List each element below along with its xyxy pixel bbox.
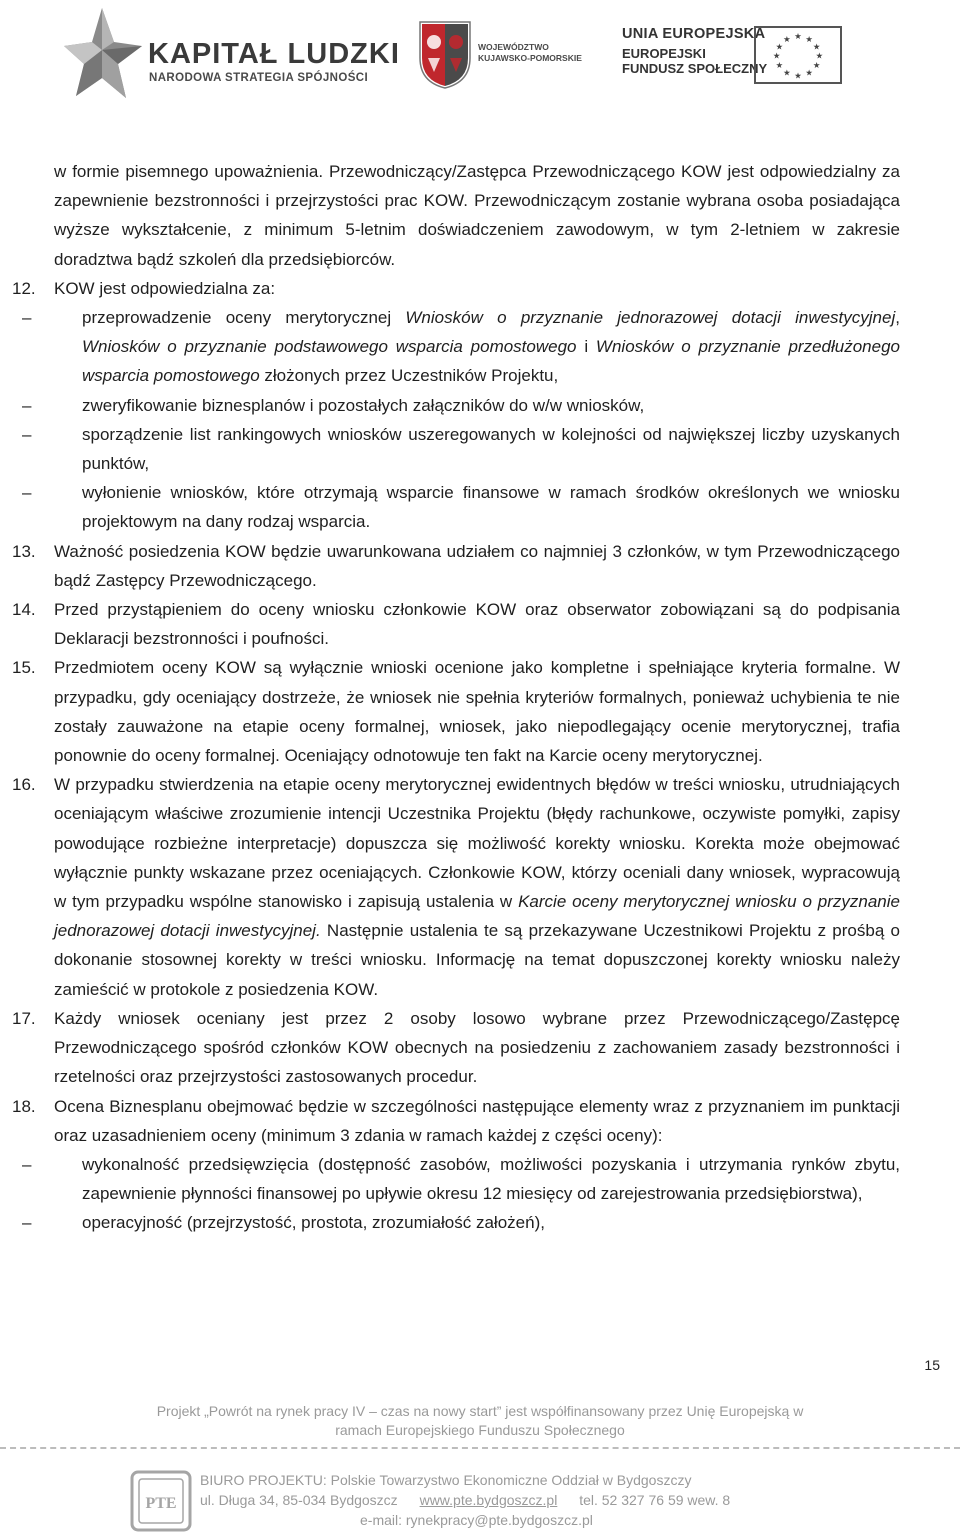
office-address: ul. Długa 34, 85-034 Bydgoszcz	[200, 1492, 398, 1508]
page-header	[0, 0, 960, 110]
kapital-ludzki-star-icon	[62, 6, 144, 101]
bullet-text: zweryfikowanie biznesplanów i pozostałych załączników do w/w wniosków,	[82, 395, 645, 415]
svg-text:★: ★	[812, 60, 821, 71]
wojewodztwo-logo	[416, 18, 586, 90]
kapital-ludzki-logo	[62, 6, 400, 101]
bullet-text: wyłonienie wniosków, które otrzymają wsparcie finansowe w ramach środków określonych we wniosku projektowym na dany rodzaj wsparcia.	[82, 483, 900, 532]
unia-europejska-logo	[622, 26, 922, 86]
item-text: W przypadku stwierdzenia na etapie oceny merytorycznej ewidentnych błędów w treści wniosku, utrudniających oceniającym właściwe zrozumienie intencji Uczestnika Projektu (błędy rachunkowe, oczywiste pomyłki, zapisy powodujące rozbieżne interpretacje) dopuszcza się możliwość korekty wniosku. Korekta może obejmować wyłącznie punkty wskazane przez oceniających. Członkowie KOW, którzy oceniali dany wniosek, wypracowują w tym przypadku wspólne stanowisko i zapisują ustalenia w Karcie oceny merytorycznej wniosku o przyznanie jednorazowej dotacji inwestycyjnej. Następnie ustalenia te są przekazywane Uczestnikowi Projektu z prośbą o dokonanie stosownej korekty w treści wniosku. Informację na temat dopuszczonej korekty wniosku należy zamieścić w protokole z posiedzenia KOW.	[54, 775, 900, 999]
bullet-text: wykonalność przedsięwzięcia (dostępność zasobów, możliwości pozyskania i utrzymania rynków zbytu, zapewnienie płynności finansowej po upływie okresu 12 miesięcy od zarejestrowania przedsiębiorstwa),	[82, 1154, 900, 1204]
bullet-item	[22, 303, 901, 391]
pte-logo-icon	[130, 1470, 192, 1532]
svg-text:★: ★	[805, 67, 813, 78]
bullet-item	[22, 478, 900, 536]
svg-text:★: ★	[783, 33, 791, 44]
item-text: KOW jest odpowiedzialna za:	[54, 278, 276, 298]
bullet-text: przeprowadzenie oceny merytorycznej Wniosków o przyznanie jednorazowej dotacji inwestycyjnej, Wniosków o przyznanie podstawowego wsparcia pomostowego i Wniosków o przyznanie przedłużonego wsparcia pomostowego złożonych przez Uczestników Projektu,	[82, 308, 901, 386]
item-number: 16.	[12, 775, 36, 795]
svg-text:★: ★	[775, 60, 784, 71]
office-phone: tel. 52 327 76 59 wew. 8	[579, 1492, 731, 1508]
bullet-text: sporządzenie list rankingowych wniosków uszeregowanych w kolejności od największej liczby uzyskanych punktów,	[82, 424, 900, 474]
svg-text:★: ★	[805, 33, 813, 44]
dash-bullet-icon: –	[22, 483, 32, 503]
bullet-item	[22, 420, 900, 478]
bullet-item	[22, 1150, 900, 1208]
item-text: Ważność posiedzenia KOW będzie uwarunkowana udziałem co najmniej 3 członków, w tym Przewodniczącego bądź Zastępcy Przewodniczącego.	[54, 541, 900, 590]
ue-title: UNIA EUROPEJSKA	[622, 26, 766, 42]
footer-project-info: Projekt „Powrót na rynek pracy IV – czas na nowy start” jest współfinansowany przez Unię Europejską w ramach Europejskiego Funduszu Społecznego	[156, 1403, 804, 1438]
item-14	[12, 595, 900, 653]
item-13	[12, 537, 900, 595]
office-email[interactable]: e-mail: rynekpracy@pte.bydgoszcz.pl	[360, 1512, 593, 1528]
dash-bullet-icon: –	[22, 424, 32, 444]
document-body	[12, 157, 901, 1238]
dash-bullet-icon: –	[22, 308, 32, 328]
item-17	[12, 1004, 900, 1092]
item-18	[12, 1092, 900, 1238]
item-number: 13.	[12, 541, 36, 561]
kujawsko-pomorskie-crest-icon	[416, 18, 474, 90]
footer-divider	[0, 1447, 960, 1449]
svg-text:★: ★	[812, 41, 821, 52]
item-number: 18.	[12, 1096, 36, 1116]
eu-flag-icon	[754, 26, 842, 84]
page-number: 15	[924, 1357, 940, 1373]
item-16	[12, 770, 900, 1004]
item-text: Przed przystąpieniem do oceny wniosku członkowie KOW oraz obserwator zobowiązani są do podpisania Deklaracji bezstronności i poufności.	[54, 600, 900, 649]
item-text: Przedmiotem oceny KOW są wyłącznie wnioski ocenione jako kompletne i spełniające kryteria formalne. W przypadku, gdy oceniający dostrzeże, że wniosek nie spełnia kryteriów formalnych, ponieważ uchybienia te nie zostały zauważone na etapie oceny formalnej, wniosek, jako niepodlegający ocenie merytorycznej, trafia ponownie do oceny formalnej. Oceniający odnotowuje ten fakt na Karcie oceny merytorycznej.	[54, 658, 900, 766]
footer-office-info	[200, 1470, 840, 1530]
item-text: Ocena Biznesplanu obejmować będzie w szczególności następujące elementy wraz z przyznaniem im punktacji oraz uzasadnieniem oceny (minimum 3 zdania w ramach każdej z części oceny):	[54, 1096, 900, 1145]
item-12	[12, 274, 901, 537]
ue-fund-line2: FUNDUSZ SPOŁECZNY	[622, 61, 768, 76]
svg-text:★: ★	[783, 67, 791, 78]
svg-text:PTE: PTE	[145, 1495, 177, 1512]
svg-text:★: ★	[794, 70, 802, 81]
dash-bullet-icon: –	[22, 1154, 32, 1174]
dash-bullet-icon: –	[22, 1213, 32, 1233]
wojewodztwo-text: WOJEWÓDZTWO KUJAWSKO-POMORSKIE	[478, 42, 582, 63]
office-name: BIURO PROJEKTU: Polskie Towarzystwo Ekonomiczne Oddział w Bydgoszczy	[200, 1472, 692, 1488]
bullet-item	[22, 391, 900, 420]
website-link[interactable]: www.pte.bydgoszcz.pl	[419, 1492, 558, 1508]
kapital-ludzki-title: KAPITAŁ LUDZKI	[148, 38, 400, 70]
svg-text:★: ★	[815, 50, 824, 61]
bullet-item	[22, 1208, 900, 1237]
item-number: 17.	[12, 1008, 36, 1028]
kapital-ludzki-subtitle: NARODOWA STRATEGIA SPÓJNOŚCI	[149, 72, 369, 84]
item-text: Każdy wniosek oceniany jest przez 2 osoby losowo wybrane przez Przewodniczącego/Zastępcę Przewodniczącego spośród członków KOW obecnych na posiedzeniu z zachowaniem zasady bezstronności i rzetelności oraz przejrzystości zastosowanych procedur.	[54, 1008, 900, 1087]
item-number: 12.	[12, 278, 36, 298]
bullet-text: operacyjność (przejrzystość, prostota, zrozumiałość założeń),	[82, 1213, 545, 1233]
svg-text:★: ★	[772, 50, 781, 61]
item-15	[12, 653, 900, 770]
intro-paragraph: w formie pisemnego upoważnienia. Przewodniczący/Zastępca Przewodniczącego KOW jest odpowiedzialny za zapewnienie bezstronności i przejrzystości prac KOW. Przewodniczącym zostanie wybrana osoba posiadająca wyższe wykształcenie, z minimum 5-letnim doświadczeniem zawodowym, w tym 2-letniem w zakresie doradztwa bądź szkoleń dla przedsiębiorców.	[54, 162, 900, 269]
item-number: 14.	[12, 600, 36, 620]
svg-text:★: ★	[775, 41, 784, 52]
dash-bullet-icon: –	[22, 395, 32, 415]
svg-text:★: ★	[794, 31, 802, 42]
item-number: 15.	[12, 658, 36, 678]
ue-fund-line1: EUROPEJSKI	[622, 46, 706, 61]
